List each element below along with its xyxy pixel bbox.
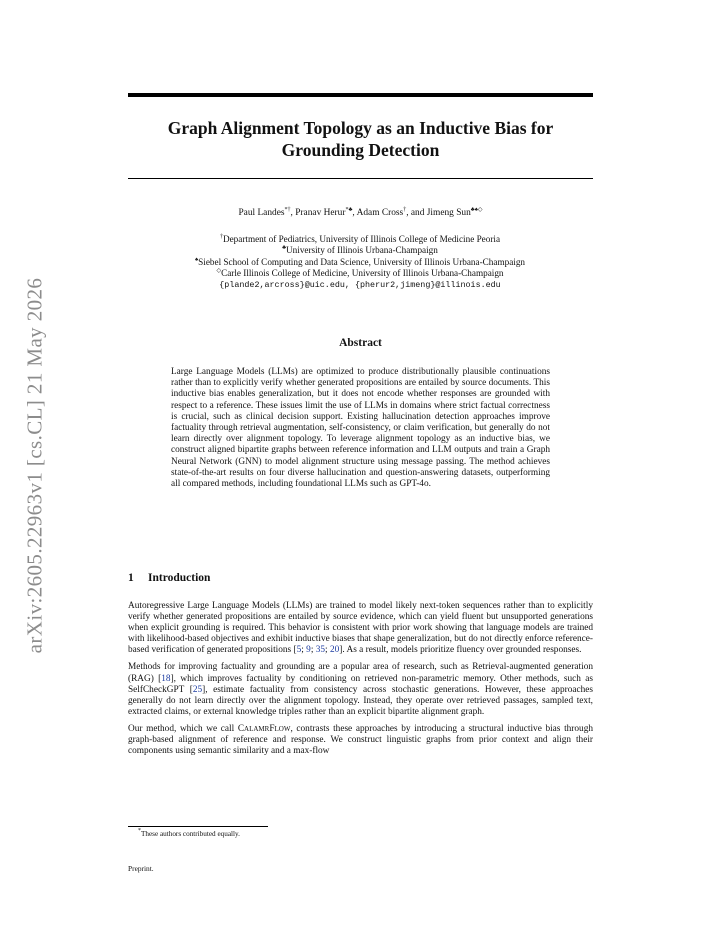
author-name: Adam Cross	[356, 208, 404, 218]
arxiv-watermark	[10, 255, 60, 675]
affiliation-line	[100, 245, 620, 256]
author-list	[128, 207, 593, 220]
author-separator: , and	[406, 208, 427, 218]
title-line-1: Graph Alignment Topology as an Inductive Bias for	[167, 118, 554, 138]
affiliation-mark: ◇	[216, 268, 222, 275]
paragraph-text: , contrasts these approaches by introducing a structural inductive bias through graph-based alignment of reference and response. We construct linguistic graphs from prior context and align their components using semantic similarity and a max-flow	[128, 723, 593, 757]
author-mark: *♣	[345, 207, 353, 213]
paragraph-text: ]. As a result, models prioritize fluency over grounded responses.	[339, 645, 582, 656]
abstract-text: Large Language Models (LLMs) are optimized to produce distributionally plausible continuations rather than to explicitly verify whether generated propositions are entailed by source documents. This inductive bias enables generalization, but it does not encode whether responses are grounded with respect to a reference. These issues limit the use of LLMs in domains where strict factual correctness is crucial, such as clinical decision support. Existing hallucination detection approaches improve factuality through retrieval augmentation, self-consistency, or claim verification, but generally do not learn directly over alignment topology. To leverage alignment topology as an inductive bias, we construct aligned bipartite graphs between reference information and LLM outputs and train a Graph Neural Network (GNN) to model alignment structure using message passing. The method achieves state-of-the-art results on four diverse hallucination and question-answering datasets, outperforming all compared methods, including foundational LLMs such as GPT-4o.	[171, 367, 550, 490]
paragraph-text: ], estimate factuality from consistency across stochastic generations. However, these approaches generally do not learn directly over the alignment topology. Instead, they operate over retrieved passages, sampled text, extracted claims, or external knowledge triples rather than an explicit bipartite alignment graph.	[128, 684, 593, 717]
author-name: Pranav Herur	[295, 208, 346, 218]
introduction-body	[128, 601, 593, 763]
author-name: Paul Landes	[238, 208, 285, 218]
affiliation-mark: ♠	[194, 256, 199, 263]
footnote-text: These authors contributed equally.	[141, 830, 240, 838]
paragraph-text: Our method, which we call	[128, 723, 238, 734]
paragraph-text: Autoregressive Large Language Models (LLMs) are trained to model likely next-token sequences rather than to explicitly verify whether generated propositions are entailed by source evidence, which can yield fluent but unsupported generations when explicit grounding is required. This behavior is consistent with prior work showing that language models are trained with likelihood-based objectives and exhibit inductive biases that shape generalization, but do not directly enforce reference-based verification of generated propositions [	[128, 601, 593, 656]
affiliation-text: Department of Pediatrics, University of Illinois College of Medicine Peoria	[222, 234, 501, 244]
paragraph-text: ], which improves factuality by conditioning on retrieved non-parametric memory. Other methods, such as SelfCheckGPT [	[128, 673, 593, 695]
footnote-rule	[128, 826, 268, 827]
footnote	[138, 830, 240, 839]
affiliation-text: Carle Illinois College of Medicine, University of Illinois Urbana-Champaign	[221, 268, 504, 279]
author-mark: ♣♠◇	[470, 207, 483, 213]
citation-link[interactable]: 35	[315, 645, 326, 656]
author-name: Jimeng Sun	[426, 208, 471, 218]
affiliations	[100, 234, 620, 291]
citation-link[interactable]: 5	[296, 645, 302, 656]
citation-link[interactable]: 20	[329, 645, 340, 656]
author-emails[interactable]: {plande2,arcross}@uic.edu, {pherur2,jimeng}@illinois.edu	[219, 279, 501, 290]
affiliation-mark: ♣	[282, 245, 287, 252]
paragraph-text: Methods for improving factuality and grounding are a popular area of research, such as Retrieval-augmented generation (RAG) [	[128, 662, 593, 684]
affiliation-line	[100, 234, 620, 245]
paragraph	[128, 724, 593, 757]
author-separator: ,	[352, 208, 357, 218]
affiliation-mark: †	[219, 234, 223, 240]
author-mark: *†	[284, 207, 291, 213]
abstract-heading: Abstract	[339, 337, 382, 349]
section-number: 1	[128, 572, 134, 584]
title-bottom-rule	[128, 178, 593, 179]
author-separator: ,	[290, 208, 296, 218]
section-title: Introduction	[148, 572, 211, 584]
paragraph: Autoregressive Large Language Models (LLMs) are trained to model likely next-token sequences rather than to explicitly verify whether generated propositions are entailed by source evidence, which can yield fluent but unsupported generations when explicit grounding is required. This behavior is consistent with prior work showing that language models are trained with likelihood-based objectives and exhibit inductive biases that shape generalization, but do not directly enforce reference-based verification of generated propositions [5; 9; 35; 20]. As a result, models prioritize fluency over grounded responses.	[128, 601, 593, 656]
title-top-rule	[128, 93, 593, 97]
author-mark: †	[403, 207, 407, 213]
section-heading-introduction	[128, 572, 210, 584]
citation-link[interactable]: 18	[161, 673, 171, 684]
paper-title	[128, 117, 593, 161]
affiliation-text: Siebel School of Computing and Data Science, University of Illinois Urbana-Champaign	[198, 256, 526, 267]
footnote-mark: *	[138, 828, 141, 834]
paragraph	[128, 662, 593, 717]
method-name: CalamrFlow	[237, 723, 291, 734]
preprint-label: Preprint.	[128, 864, 154, 873]
arxiv-id: arXiv:2605.22963v1 [cs.CL] 21 May 2026	[22, 277, 47, 653]
citation-link[interactable]: 9	[306, 645, 311, 656]
affiliation-line	[100, 268, 620, 279]
citation-link[interactable]: 25	[192, 684, 203, 695]
title-line-2: Grounding Detection	[281, 140, 440, 160]
affiliation-text: University of Illinois Urbana-Champaign	[286, 245, 438, 256]
affiliation-line	[100, 257, 620, 268]
